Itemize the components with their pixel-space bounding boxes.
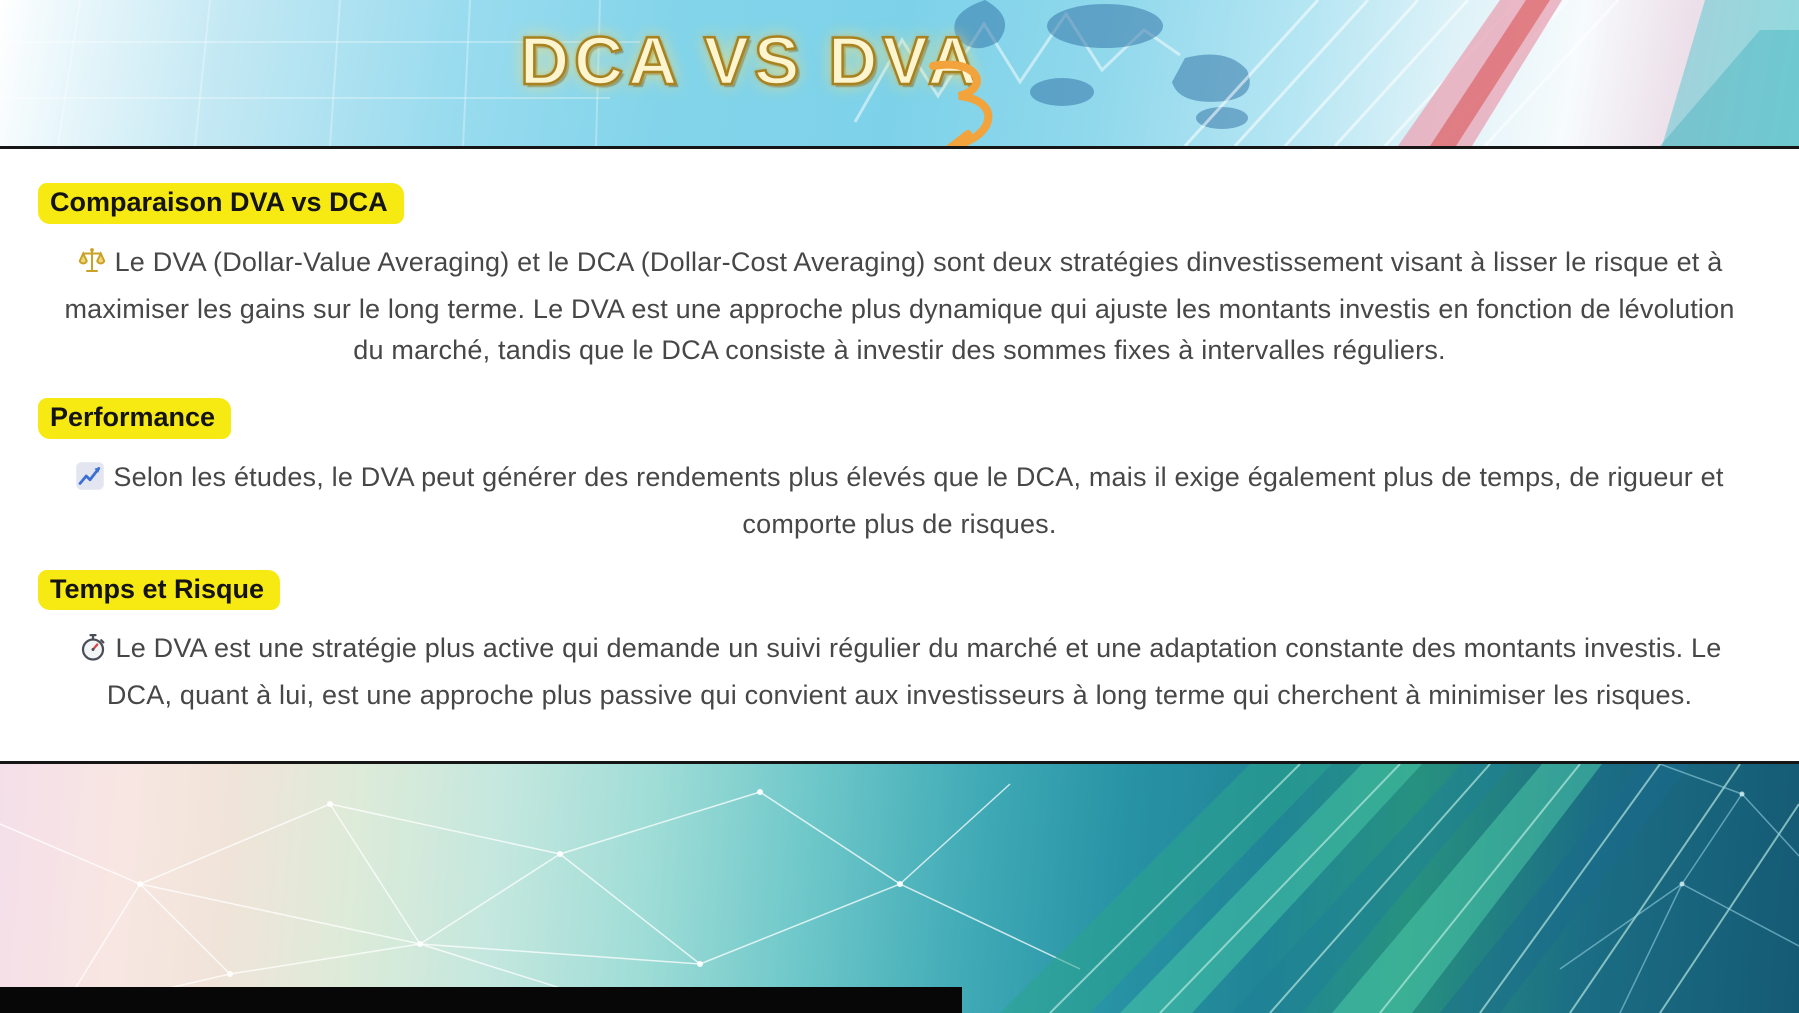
section-heading-temps: Temps et Risque bbox=[38, 570, 280, 611]
section-performance bbox=[0, 398, 1799, 545]
section-text: Le DVA est une stratégie plus active qui demande un suivi régulier du marché et une adaptation constante des montants investis. Le DCA, quant à lui, est une approche plus passive qui convient aux investisseurs à long terme qui cherchent à minimiser les risques. bbox=[106, 633, 1722, 711]
section-body-comparaison bbox=[60, 242, 1740, 373]
section-heading-performance: Performance bbox=[38, 398, 231, 439]
section-temps-et-risque bbox=[0, 570, 1799, 717]
balance-scale-icon bbox=[77, 246, 107, 289]
chart-up-icon bbox=[75, 461, 105, 504]
bottom-banner bbox=[0, 764, 1799, 1013]
content-area bbox=[0, 146, 1799, 764]
section-text: Selon les études, le DVA peut générer des rendements plus élevés que le DCA, mais il exige également plus de temps, de rigueur et comporte plus de risques. bbox=[113, 461, 1724, 539]
section-body-temps bbox=[60, 628, 1740, 717]
page-title: DCA VS DVA bbox=[520, 23, 982, 99]
section-body-performance bbox=[60, 457, 1740, 546]
letterbox-strip bbox=[0, 987, 962, 1013]
section-heading-comparaison: Comparaison DVA vs DCA bbox=[38, 183, 404, 224]
bottom-banner-art bbox=[0, 764, 1799, 1013]
stopwatch-icon bbox=[78, 632, 108, 675]
section-comparaison bbox=[0, 183, 1799, 372]
top-banner bbox=[0, 0, 1799, 146]
curly-arrow-doodle bbox=[905, 58, 1000, 146]
section-text: Le DVA (Dollar-Value Averaging) et le DCA (Dollar-Cost Averaging) sont deux stratégies dinvestissement visant à lisser le risque et à maximiser les gains sur le long terme. Le DVA est une approche plus dynamique qui ajuste les montants investis en fonction de lévolution du marché, tandis que le DCA consiste à investir des sommes fixes à intervalles réguliers. bbox=[64, 246, 1735, 366]
